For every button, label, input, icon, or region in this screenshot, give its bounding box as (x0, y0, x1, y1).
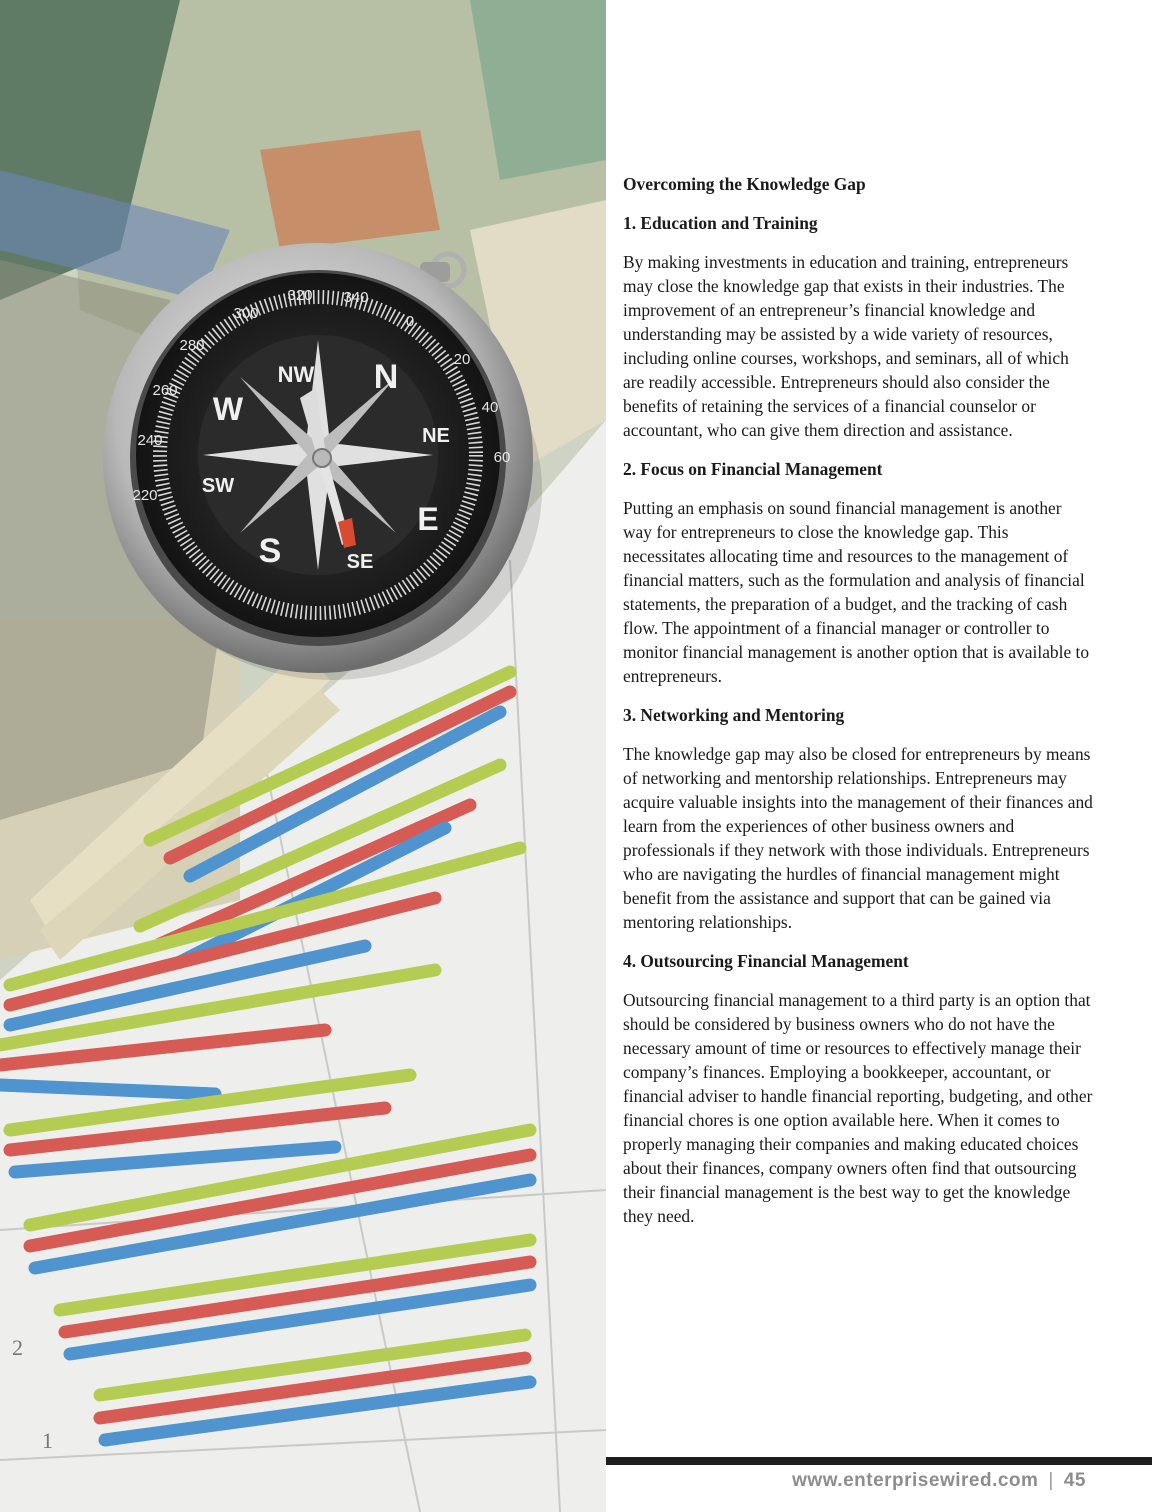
svg-text:260: 260 (152, 382, 178, 399)
svg-text:320: 320 (287, 287, 313, 304)
svg-text:340: 340 (343, 289, 369, 306)
svg-text:SE: SE (346, 551, 374, 573)
section-body: By making investments in education and training, entrepreneurs may close the knowledge gap that exists in their industries. The improvement of an entrepreneur’s financial knowledge and understanding may be assisted by a wide variety of resources, including online courses, workshops, and seminars, all of which are readily accessible. Entrepreneurs should also consider the benefits of retaining the services of a financial counselor or accountant, who can give them direction and assistance. (623, 252, 1069, 440)
article (623, 172, 1093, 1243)
section-title: 2. Focus on Financial Management (623, 459, 883, 479)
svg-text:60: 60 (493, 449, 511, 466)
section-body: Outsourcing financial management to a third party is an option that should be considered by business owners who do not have the necessary amount of time or resources to effectively manage their company’s finances. Employing a bookkeeper, accountant, or financial adviser to handle financial reporting, budgeting, and other financial chores is one option available here. When it comes to properly managing their companies and making educated choices about their finances, company owners often find that outsourcing their financial management is the best way to get the knowledge they need. (623, 990, 1093, 1226)
footer-separator: | (1048, 1470, 1054, 1491)
svg-text:220: 220 (132, 487, 158, 504)
svg-text:240: 240 (137, 432, 163, 449)
section-body: Putting an emphasis on sound financial management is another way for entrepreneurs to close the knowledge gap. This necessitates allocating time and resources to the management of financial matters, such as the formulation and analysis of financial statements, the preparation of a budget, and the tracking of cash flow. The appointment of a financial manager or controller to monitor financial management is another option that is available to entrepreneurs. (623, 498, 1090, 686)
section-body: The knowledge gap may also be closed for entrepreneurs by means of networking and mentorship relationships. Entrepreneurs may acquire valuable insights into the management of their finances and learn from the experiences of other business owners and professionals if they network with those individuals. Entrepreneurs who are navigating the hurdles of financial management might benefit from the assistance and support that can be gained via mentoring relationships. (623, 744, 1093, 932)
svg-text:20: 20 (453, 351, 471, 368)
section-title: 4. Outsourcing Financial Management (623, 951, 909, 971)
section-title: 1. Education and Training (623, 213, 818, 233)
page-number: 45 (1063, 1470, 1086, 1491)
chart-tick-label: 1 (42, 1428, 53, 1453)
svg-text:SW: SW (201, 475, 235, 497)
svg-text:280: 280 (179, 337, 205, 354)
page-footer (606, 1470, 1086, 1492)
article-heading: Overcoming the Knowledge Gap (623, 174, 866, 194)
svg-text:NW: NW (277, 362, 315, 387)
svg-text:0: 0 (405, 313, 415, 330)
footer-website: www.enterprisewired.com (792, 1470, 1039, 1491)
footer-rule (606, 1457, 1152, 1465)
svg-text:NE: NE (422, 425, 450, 447)
svg-text:300: 300 (233, 305, 259, 322)
section-title: 3. Networking and Mentoring (623, 705, 845, 725)
chart-tick-label: 2 (12, 1335, 23, 1360)
svg-text:N: N (373, 358, 399, 396)
svg-text:40: 40 (481, 399, 499, 416)
svg-text:W: W (212, 391, 244, 427)
svg-text:E: E (417, 501, 439, 537)
svg-text:S: S (258, 532, 282, 570)
